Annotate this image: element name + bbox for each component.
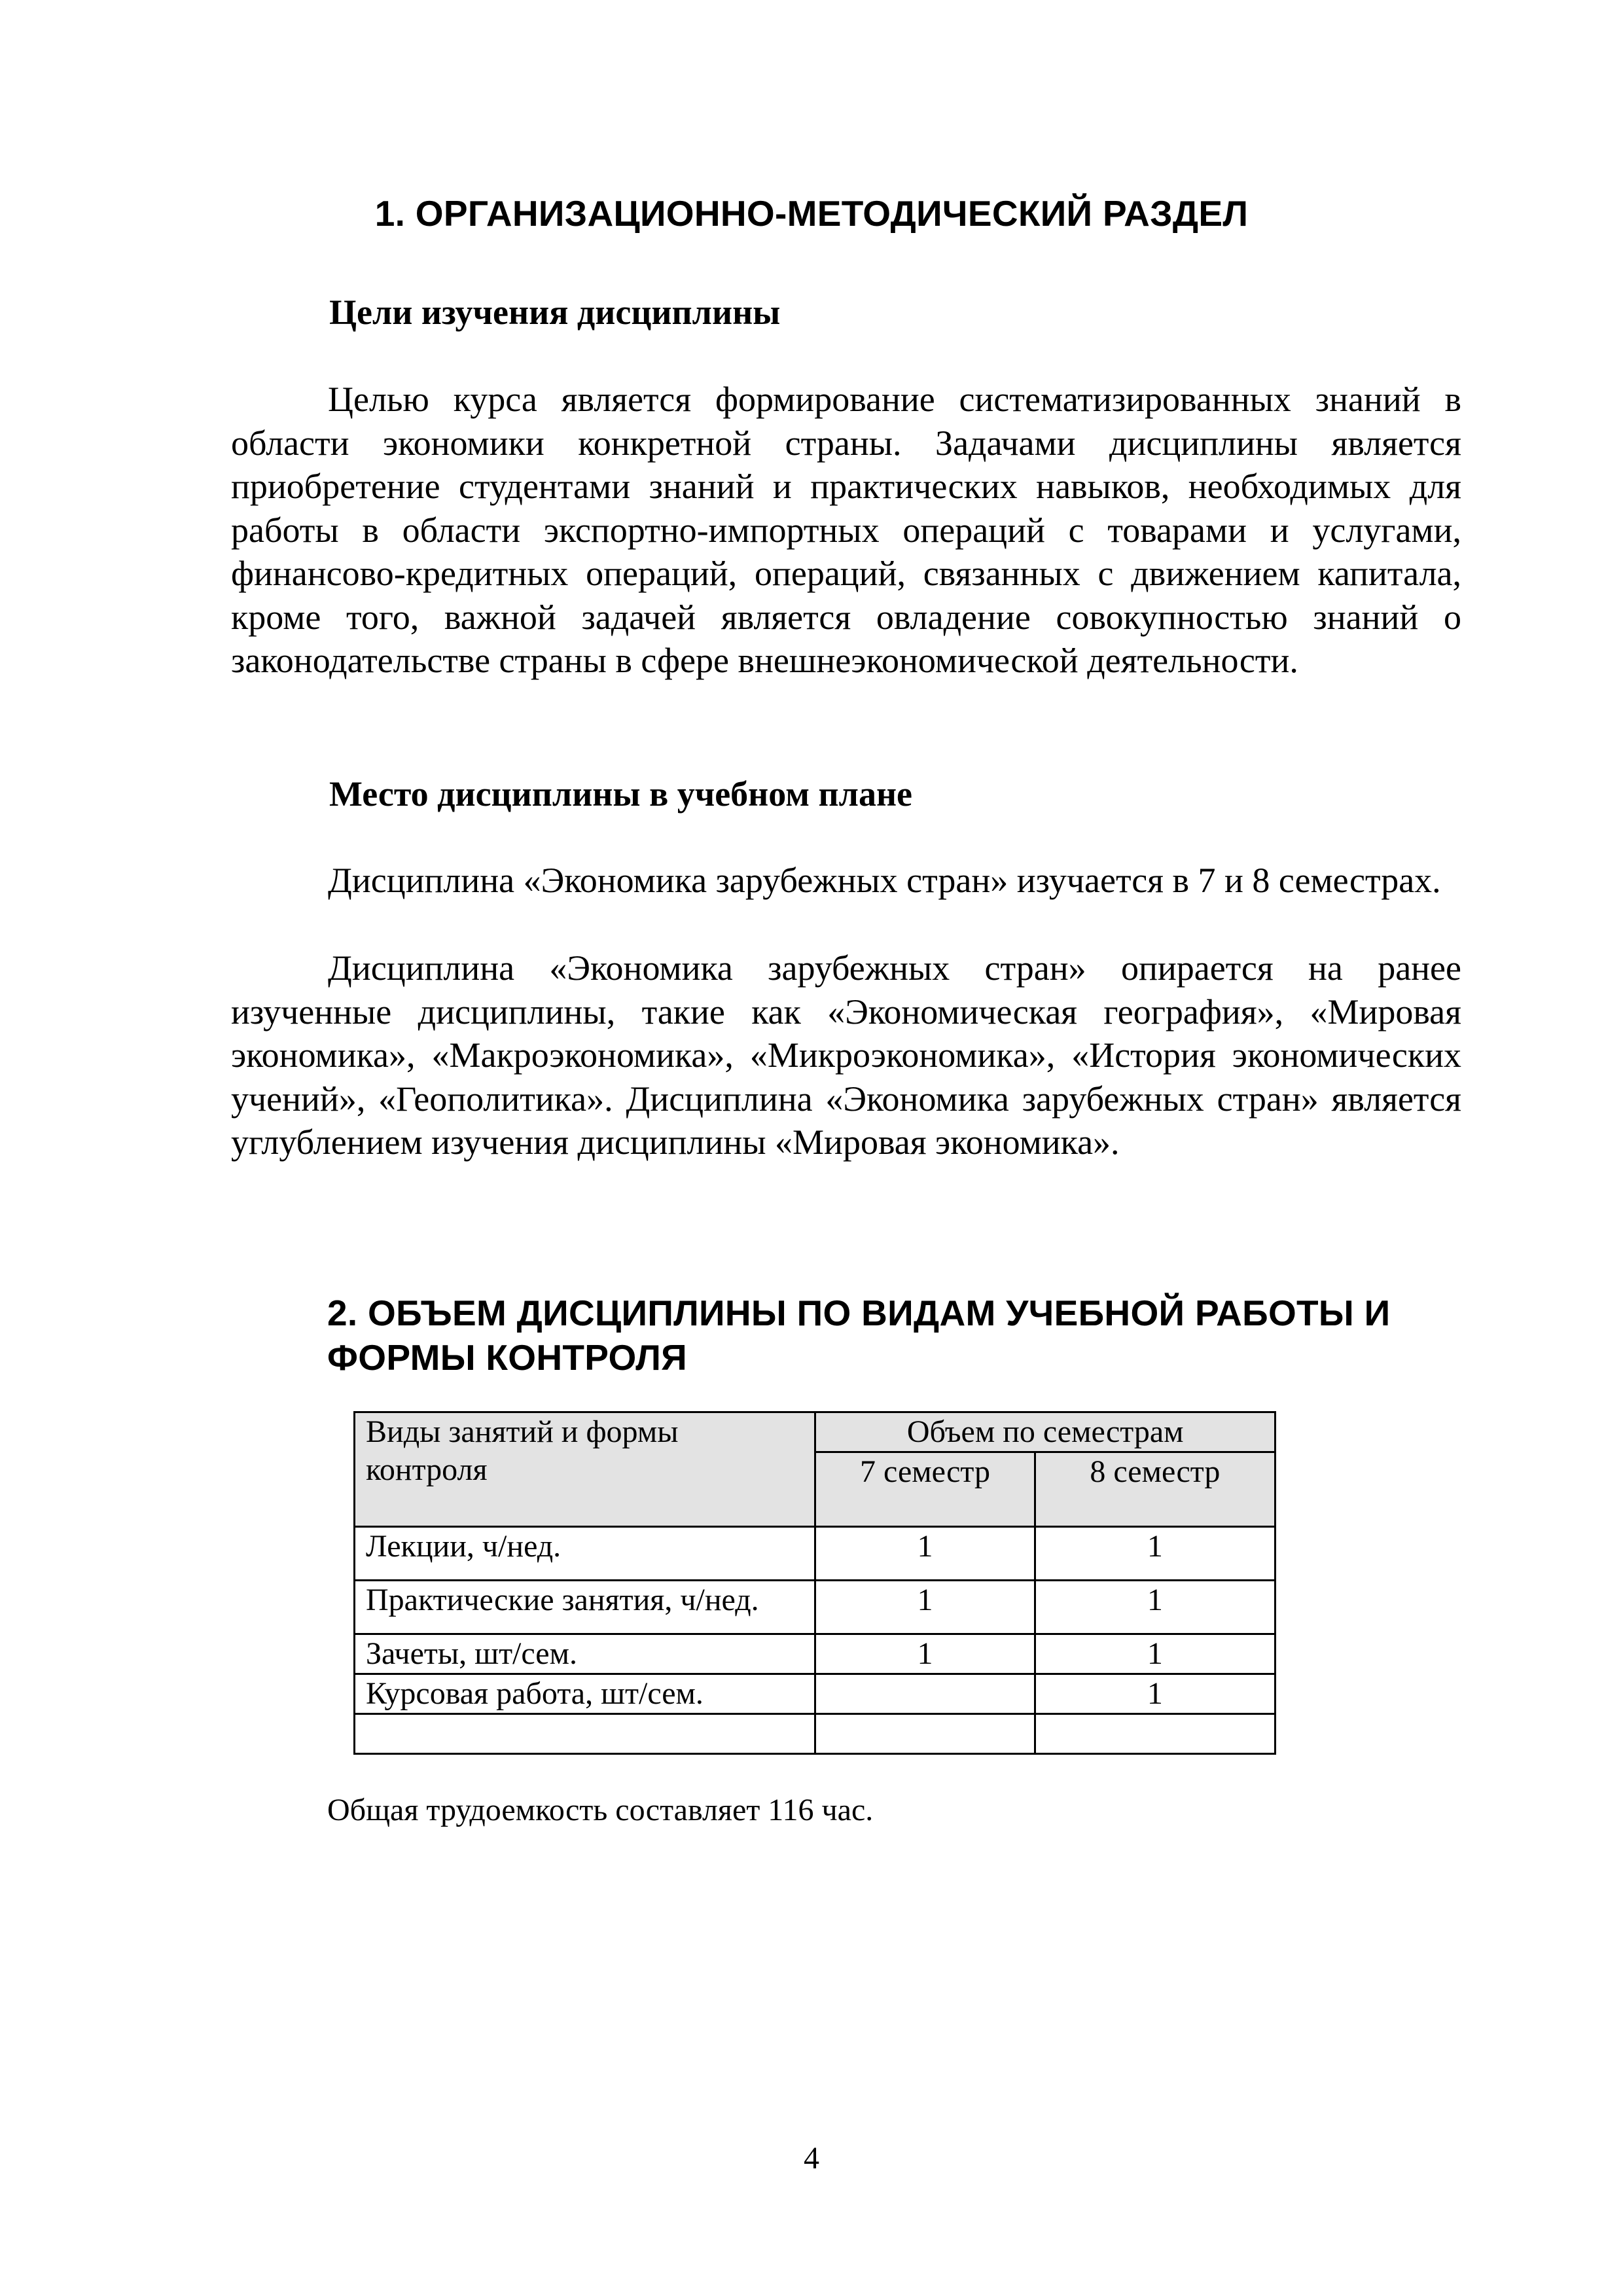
table-row (355, 1674, 1275, 1714)
row-value-s8 (1035, 1714, 1275, 1754)
workload-table (353, 1411, 1276, 1755)
row-label (355, 1714, 815, 1754)
row-value-s7: 1 (815, 1527, 1035, 1581)
table-row (355, 1634, 1275, 1674)
table-row (355, 1527, 1275, 1581)
row-label: Лекции, ч/нед. (355, 1527, 815, 1581)
row-label: Практические занятия, ч/нед. (355, 1581, 815, 1634)
row-value-s7: 1 (815, 1581, 1035, 1634)
row-value-s8: 1 (1035, 1674, 1275, 1714)
table-header-semester-7: 7 семестр (815, 1452, 1035, 1527)
row-value-s7 (815, 1674, 1035, 1714)
place-paragraph-1: Дисциплина «Экономика зарубежных стран» изучается в 7 и 8 семестрах. (328, 861, 1441, 900)
table-header-semester-8: 8 семестр (1035, 1452, 1275, 1527)
table-row (355, 1714, 1275, 1754)
section-1-title: 1. ОРГАНИЗАЦИОННО-МЕТОДИЧЕСКИЙ РАЗДЕЛ (374, 193, 1249, 234)
table-header-row (355, 1412, 1275, 1452)
total-workload-text: Общая трудоемкость составляет 116 час. (327, 1793, 874, 1827)
goals-heading: Цели изучения дисциплины (329, 293, 781, 332)
row-label: Зачеты, шт/сем. (355, 1634, 815, 1674)
table-row (355, 1581, 1275, 1634)
section-2-title: 2. ОБЪЕМ ДИСЦИПЛИНЫ ПО ВИДАМ УЧЕБНОЙ РАБОТЫ И ФОРМЫ КОНТРОЛЯ (327, 1293, 1391, 1378)
table-header-activity: Виды занятий и формы контроля (355, 1412, 815, 1527)
page-number: 4 (804, 2141, 819, 2176)
goals-paragraph: Целью курса является формирование систематизированных знаний в области экономики конкретной страны. Задачами дисциплины является приобретение студентами знаний и практических навыков, необходимых для работы в области экспортно-импортных операций с товарами и услугами, финансово-кредитных операций, операций, связанных с движением капитала, кроме того, важной задачей является овладение совокупностью знаний о законодательстве страны в сфере внешнеэкономической деятельности. (231, 380, 1461, 680)
row-value-s8: 1 (1035, 1527, 1275, 1581)
table-header-semesters: Объем по семестрам (815, 1412, 1275, 1452)
place-heading: Место дисциплины в учебном плане (329, 774, 913, 814)
place-paragraph-2: Дисциплина «Экономика зарубежных стран» опирается на ранее изученные дисциплины, такие как «Экономическая география», «Мировая экономика», «Макроэкономика», «Микроэкономика», «История экономических учений», «Геополитика». Дисциплина «Экономика зарубежных стран» является углублением изучения дисциплины «Мировая экономика». (231, 948, 1461, 1162)
row-value-s8: 1 (1035, 1634, 1275, 1674)
row-value-s7 (815, 1714, 1035, 1754)
row-value-s8: 1 (1035, 1581, 1275, 1634)
row-value-s7: 1 (815, 1634, 1035, 1674)
row-label: Курсовая работа, шт/сем. (355, 1674, 815, 1714)
